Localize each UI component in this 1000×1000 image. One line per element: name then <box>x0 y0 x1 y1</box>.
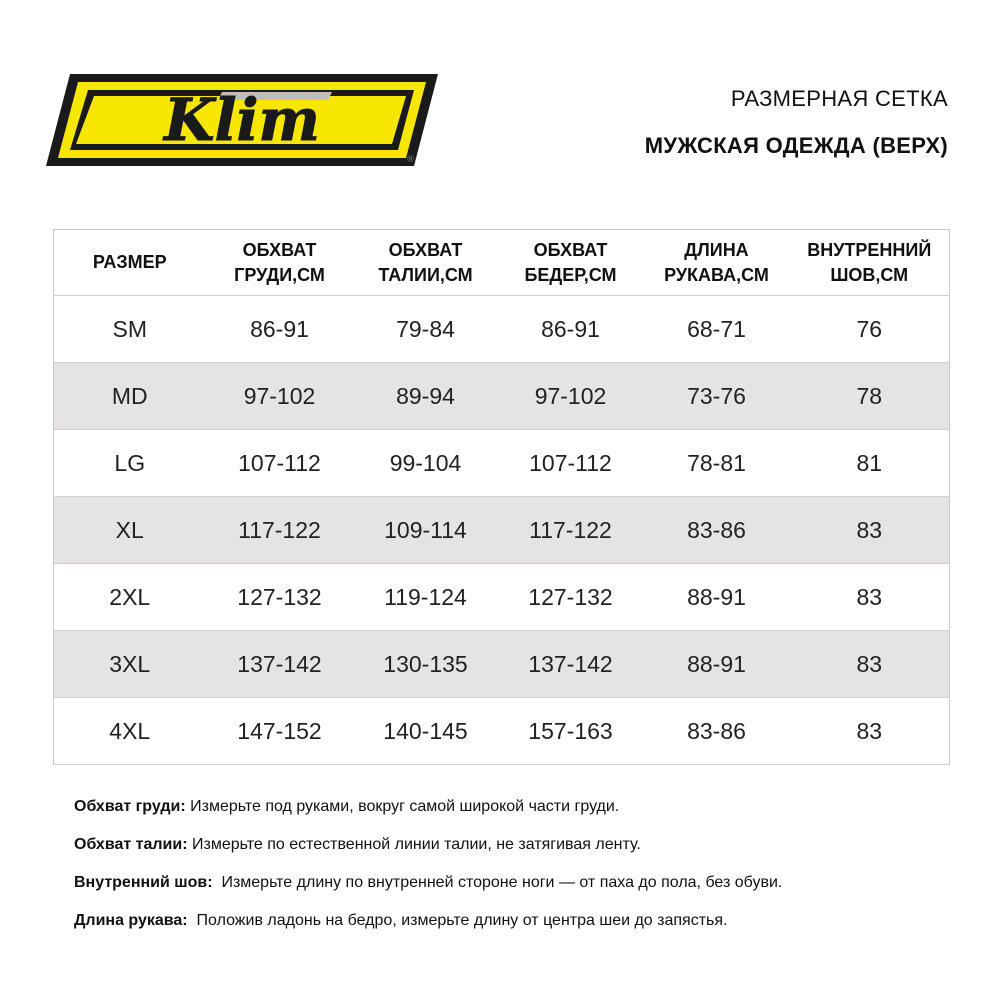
table-cell: 130-135 <box>354 631 498 698</box>
table-cell: 86-91 <box>498 296 644 363</box>
measurement-notes <box>74 796 954 948</box>
note-label: Внутренний шов: <box>74 874 213 891</box>
table-cell: 97-102 <box>498 363 644 430</box>
size-table-header <box>54 230 950 296</box>
table-cell: 127-132 <box>206 564 354 631</box>
table-row <box>54 363 950 430</box>
column-header: РАЗМЕР <box>54 230 206 296</box>
note-text: Положив ладонь на бедро, измерьте длину от центра шеи до запястья. <box>187 912 728 929</box>
column-header: ВНУТРЕННИЙ ШОВ,СМ <box>790 230 950 296</box>
table-cell: 76 <box>790 296 950 363</box>
header-row <box>54 230 950 296</box>
table-cell: 127-132 <box>498 564 644 631</box>
table-cell: 68-71 <box>644 296 790 363</box>
size-table-body <box>54 296 950 765</box>
table-cell: 97-102 <box>206 363 354 430</box>
table-cell: 83 <box>790 564 950 631</box>
table-cell: 86-91 <box>206 296 354 363</box>
note-text: Измерьте длину по внутренней стороне ноги — от паха до пола, без обуви. <box>212 874 783 891</box>
table-row <box>54 430 950 497</box>
table-row <box>54 631 950 698</box>
table-cell: 89-94 <box>354 363 498 430</box>
note-text: Измерьте по естественной линии талии, не затягивая ленту. <box>187 836 641 853</box>
note-line <box>74 872 954 910</box>
table-cell: 88-91 <box>644 631 790 698</box>
table-cell: 147-152 <box>206 698 354 765</box>
note-label: Длина рукава: <box>74 912 188 929</box>
header-subtitle: РАЗМЕРНАЯ СЕТКА <box>730 86 948 111</box>
note-label: Обхват талии: <box>74 836 188 853</box>
size-cell: 4XL <box>54 698 206 765</box>
column-header: ОБХВАТ ГРУДИ,СМ <box>206 230 354 296</box>
table-cell: 107-112 <box>498 430 644 497</box>
logo-wordmark: Klim <box>164 86 320 154</box>
table-cell: 109-114 <box>354 497 498 564</box>
table-cell: 88-91 <box>644 564 790 631</box>
size-cell: SM <box>54 296 206 363</box>
table-cell: 83-86 <box>644 698 790 765</box>
table-cell: 119-124 <box>354 564 498 631</box>
klim-logo <box>42 70 442 170</box>
table-cell: 137-142 <box>498 631 644 698</box>
table-cell: 83 <box>790 631 950 698</box>
table-cell: 99-104 <box>354 430 498 497</box>
table-cell: 140-145 <box>354 698 498 765</box>
table-row <box>54 497 950 564</box>
table-row <box>54 698 950 765</box>
size-cell: 2XL <box>54 564 206 631</box>
table-cell: 81 <box>790 430 950 497</box>
header-title: МУЖСКАЯ ОДЕЖДА (ВЕРХ) <box>644 133 948 158</box>
table-cell: 117-122 <box>206 497 354 564</box>
table-cell: 117-122 <box>498 497 644 564</box>
size-cell: MD <box>54 363 206 430</box>
table-cell: 157-163 <box>498 698 644 765</box>
note-line <box>74 834 954 872</box>
table-cell: 78-81 <box>644 430 790 497</box>
table-row <box>54 564 950 631</box>
size-cell: LG <box>54 430 206 497</box>
size-cell: XL <box>54 497 206 564</box>
note-label: Обхват груди: <box>74 798 186 815</box>
column-header: ОБХВАТ БЕДЕР,СМ <box>498 230 644 296</box>
note-text: Измерьте под руками, вокруг самой широкой части груди. <box>185 798 620 815</box>
size-cell: 3XL <box>54 631 206 698</box>
table-cell: 83 <box>790 698 950 765</box>
table-cell: 79-84 <box>354 296 498 363</box>
size-table <box>53 229 950 765</box>
column-header: ДЛИНА РУКАВА,СМ <box>644 230 790 296</box>
table-cell: 107-112 <box>206 430 354 497</box>
note-line <box>74 910 954 948</box>
svg-text:®: ® <box>406 155 415 165</box>
note-line <box>74 796 954 834</box>
table-row <box>54 296 950 363</box>
table-cell: 83-86 <box>644 497 790 564</box>
table-cell: 83 <box>790 497 950 564</box>
table-cell: 137-142 <box>206 631 354 698</box>
table-cell: 78 <box>790 363 950 430</box>
column-header: ОБХВАТ ТАЛИИ,СМ <box>354 230 498 296</box>
table-cell: 73-76 <box>644 363 790 430</box>
